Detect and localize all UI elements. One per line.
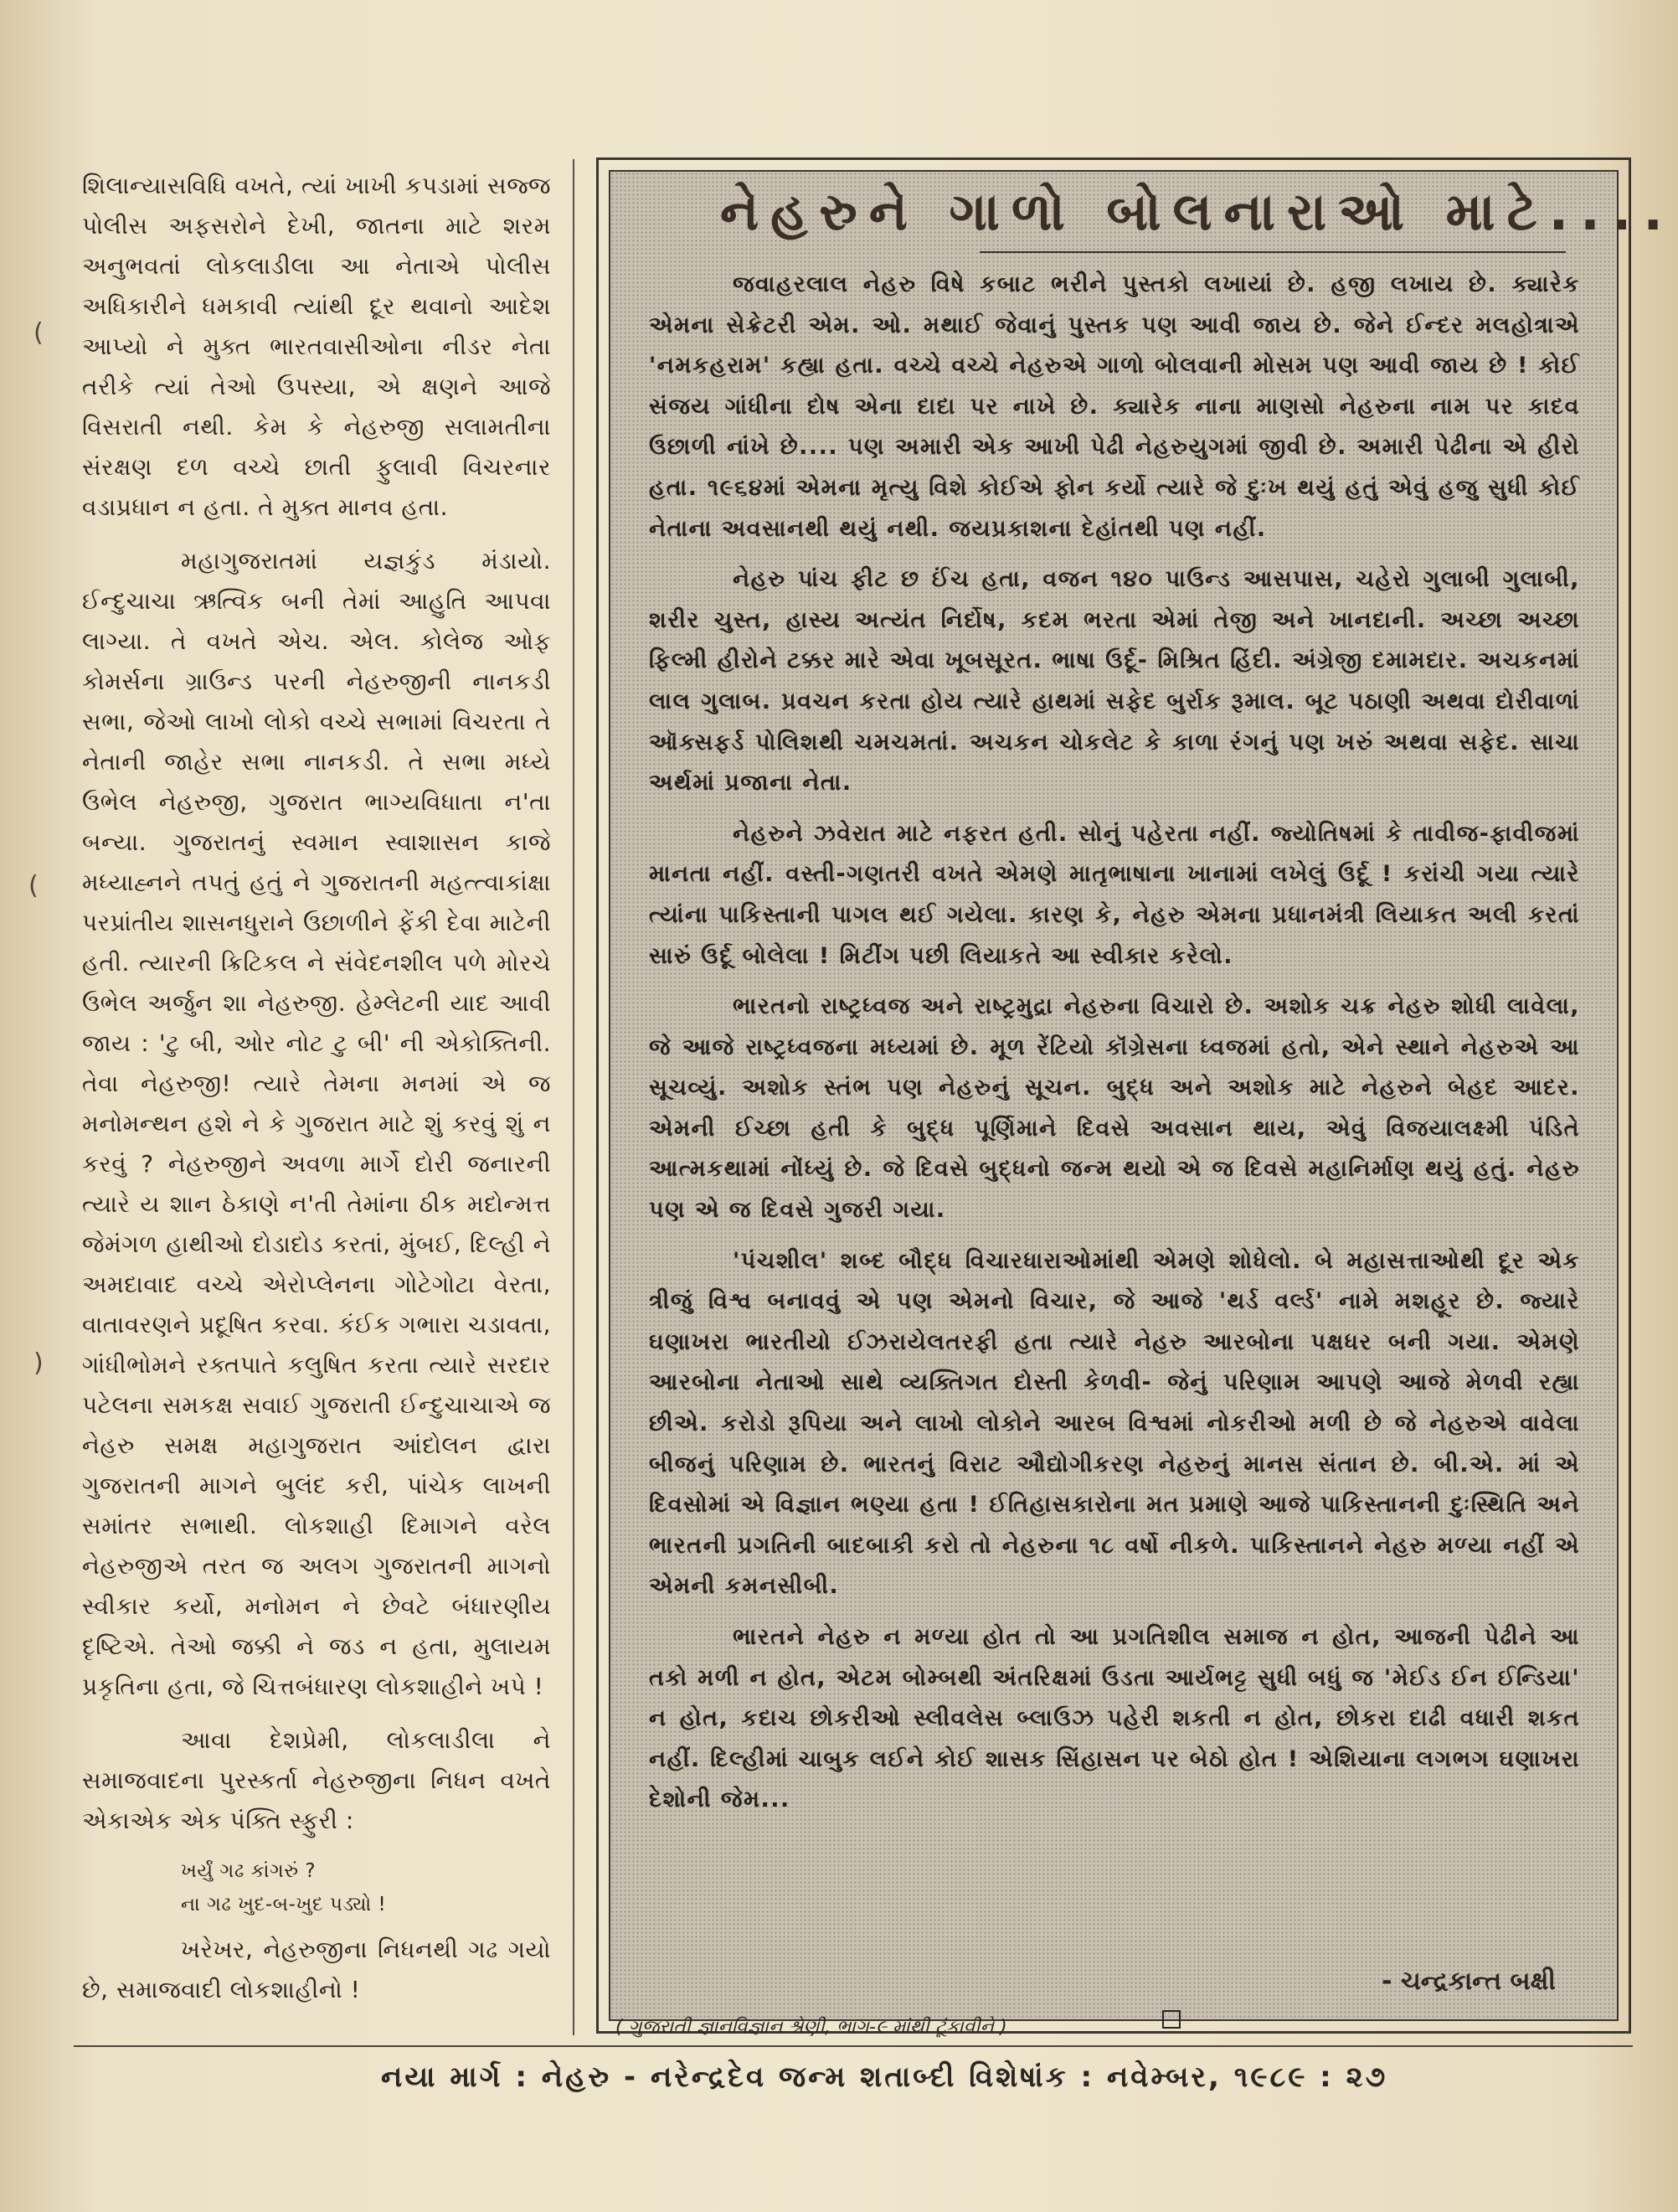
left-paragraph-3: આવા દેશપ્રેમી, લોકલાડીલા ને સમાજવાદના પુરસ્કર્તા નેહરુજીના નિધન વખતે એકાએક એક પંક્તિ સ્ફુરી : bbox=[82, 1726, 551, 1834]
left-closing: ખરેખર, નેહરુજીના નિધનથી ગઢ ગયો છે, સમાજવાદી લોકશાહીનો ! bbox=[82, 1936, 551, 2003]
margin-bracket-mark: ) bbox=[33, 1348, 44, 1378]
poem-line-1: ખર્યું ગઢ કાંગરું ? bbox=[181, 1860, 317, 1882]
margin-bracket-mark: ( bbox=[28, 871, 39, 900]
article-body bbox=[649, 265, 1580, 1831]
left-column bbox=[82, 166, 551, 2024]
article-paragraph-2: નેહરુ પાંચ ફીટ છ ઈંચ હતા, વજન ૧૪૦ પાઉન્ડ આસપાસ, ચહેરો ગુલાબી ગુલાબી, શરીર ચુસ્ત, હાસ્ય અત્યંત નિર્દોષ, કદમ ભરતા એમાં તેજી અને ખાનદાની. અચ્છા અચ્છા ફિલ્મી હીરોને ટક્કર મારે એવા ખૂબસૂરત. ભાષા ઉર્દૂ- મિશ્રિત હિંદી. અંગ્રેજી દમામદાર. અચકનમાં લાલ ગુલાબ. પ્રવચન કરતા હોય ત્યારે હાથમાં સફેદ બુર્રાક રૂમાલ. બૂટ પઠાણી અથવા દોરીવાળાં ઑક્સફર્ડ પોલિશથી ચમચમતાં. અચકન ચોકલેટ કે કાળા રંગનું પણ ખરું અથવા સફેદ. સાચા અર્થમાં પ્રજાના નેતા. bbox=[649, 566, 1580, 797]
article-paragraph-4: ભારતનો રાષ્ટ્રધ્વજ અને રાષ્ટ્રમુદ્રા નેહરુના વિચારો છે. અશોક ચક્ર નેહરુ શોધી લાવેલા, જે આજે રાષ્ટ્રધ્વજના મધ્યમાં છે. મૂળ રેંટિયો કૉંગ્રેસના ધ્વજમાં હતો, એને સ્થાને નેહરુએ આ સૂચવ્યું. અશોક સ્તંભ પણ નેહરુનું સૂચન. બુદ્ધ અને અશોક માટે નેહરુને બેહદ આદર. એમની ઈચ્છા હતી કે બુદ્ધ પૂર્ણિમાને દિવસે અવસાન થાય, એવું વિજયાલક્ષ્મી પંડિતે આત્મકથામાં નોંધ્યું છે. જે દિવસે બુદ્ધનો જન્મ થયો એ જ દિવસે મહાનિર્માણ થયું હતું. નેહરુ પણ એ જ દિવસે ગુજરી ગયા. bbox=[649, 993, 1580, 1224]
page-footer: નયા માર્ગ : નેહરુ - નરેન્દ્રદેવ જન્મ શતાબ્દી વિશેષાંક : નવેમ્બર, ૧૯૮૯ : ૨૭ bbox=[381, 2060, 1388, 2094]
article-paragraph-5: 'પંચશીલ' શબ્દ બૌદ્ધ વિચારધારાઓમાંથી એમણે શોધેલો. બે મહાસત્તાઓથી દૂર એક ત્રીજું વિશ્વ બનાવવું એ પણ એમનો વિચાર, જે આજે 'થર્ડ વર્લ્ડ' નામે મશહૂર છે. જ્યારે ઘણાખરા ભારતીયો ઈઝરાયેલતરફી હતા ત્યારે નેહરુ આરબોના પક્ષધર બની ગયા. એમણે આરબોના નેતાઓ સાથે વ્યક્તિગત દોસ્તી કેળવી- જેનું પરિણામ આપણે આજે મેળવી રહ્યા છીએ. કરોડો રૂપિયા અને લાખો લોકોને આરબ વિશ્વમાં નોકરીઓ મળી છે જે નેહરુએ વાવેલા બીજનું પરિણામ છે. ભારતનું વિરાટ ઔદ્યોગીકરણ નેહરુનું માનસ સંતાન છે. બી.એ. માં એ દિવસોમાં એ વિજ્ઞાન ભણ્યા હતા ! ઈતિહાસકારોના મત પ્રમાણે આજે પાકિસ્તાનની દુઃસ્થિતિ અને ભારતની પ્રગતિની બાદબાકી કરો તો નેહરુના ૧૮ વર્ષો નીકળે. પાકિસ્તાનને નેહરુ મળ્યા નહીં એ એમની કમનસીબી. bbox=[649, 1247, 1580, 1600]
article-paragraph-6: ભારતને નેહરુ ન મળ્યા હોત તો આ પ્રગતિશીલ સમાજ ન હોત, આજની પેઢીને આ તકો મળી ન હોત, એટમ બોમ્બથી અંતરિક્ષમાં ઉડતા આર્યભટ્ટ સુધી બધું જ 'મેઈડ ઈન ઈન્ડિયા' ન હોત, કદાચ છોકરીઓ સ્લીવલેસ બ્લાઉઝ પહેરી શકતી ન હોત, છોકરા દાઢી વધારી શકત નહીં. દિલ્હીમાં ચાબુક લઈને કોઈ શાસક સિંહાસન પર બેઠો હોત ! એશિયાના લગભગ ઘણાખરા દેશોની જેમ... bbox=[649, 1624, 1580, 1813]
source-note: ( ગુજરાતી જ્ઞાનવિજ્ઞાન શ્રેણી, ભાગ-૯ માંથી ટૂંકાવીને ) bbox=[615, 2017, 1007, 2038]
end-square-icon bbox=[1162, 2010, 1181, 2029]
left-paragraph-2: મહાગુજરાતમાં યજ્ઞકુંડ મંડાયો. ઈન્દુચાચા ઋત્વિક બની તેમાં આહુતિ આપવા લાગ્યા. તે વખતે એચ. એલ. કોલેજ ઓફ કોમર્સના ગ્રાઉન્ડ પરની નેહરુજીની નાનકડી સભા, જેઓ લાખો લોકો વચ્ચે સભામાં વિચરતા તે નેતાની જાહેર સભા નાનકડી. તે સભા મધ્યે ઉભેલ નેહરુજી, ગુજરાત ભાગ્યવિધાતા ન'તા બન્યા. ગુજરાતનું સ્વમાન સ્વાશાસન કાજે મધ્યાહ્નને તપતું હતું ને ગુજરાતની મહત્ત્વાકાંક્ષા પરપ્રાંતીય શાસનધુરાને ઉછાળીને ફેંકી દેવા માટેની હતી. ત્યારની ક્રિટિકલ ને સંવેદનશીલ પળે મોરચે ઉભેલ અર્જુન શા નેહરુજી. હેમ્લેટની યાદ આવી જાય : 'ટુ બી, ઓર નોટ ટુ બી' ની એકોક્તિની. તેવા નેહરુજી! ત્યારે તેમના મનમાં એ જ મનોમન્થન હશે ને કે ગુજરાત માટે શું કરવું શું ન કરવું ? નેહરુજીને અવળા માર્ગે દોરી જનારની ત્યારે ય શાન ઠેકાણે ન'તી તેમાંના ઠીક મદોન્મત્ત જેમંગળ હાથીઓ દોડાદોડ કરતાં, મુંબઈ, દિલ્હી ને અમદાવાદ વચ્ચે એરોપ્લેનના ગોટેગોટા વેરતા, વાતાવરણને પ્રદૂષિત કરવા. કંઈક ગભારા ચડાવતા, ગાંધીભોમને રક્તપાતે કલુષિત કરતા ત્યારે સરદાર પટેલના સમકક્ષ સવાઈ ગુજરાતી ઈન્દુચાચાએ જ નેહરુ સમક્ષ મહાગુજરાત આંદોલન દ્વારા ગુજરાતની માગને બુલંદ કરી, પાંચેક લાખની સમાંતર સભાથી. લોકશાહી દિમાગને વરેલ નેહરુજીએ તરત જ અલગ ગુજરાતની માગનો સ્વીકાર કર્યો, મનોમન ને છેવટે બંધારણીય દૃષ્ટિએ. તેઓ જક્કી ને જડ ન હતા, મુલાયમ પ્રકૃતિના હતા, જે ચિત્તબંધારણ લોકશાહીને ખપે ! bbox=[82, 547, 551, 1700]
article-paragraph-1: જવાહરલાલ નેહરુ વિષે કબાટ ભરીને પુસ્તકો લખાયાં છે. હજી લખાય છે. ક્યારેક એમના સેક્રેટરી એમ. ઓ. મથાઈ જેવાનું પુસ્તક પણ આવી જાય છે. જેને ઈન્દર મલહોત્રાએ 'નમકહરામ' કહ્યા હતા. વચ્ચે વચ્ચે નેહરુએ ગાળો બોલવાની મોસમ પણ આવી જાય છે ! કોઈ સંજય ગાંધીના દોષ એના દાદા પર નાખે છે. ક્યારેક નાના માણસો નેહરુના નામ પર કાદવ ઉછાળી નાંખે છે.... પણ અમારી એક આખી પેઢી નેહરુયુગમાં જીવી છે. અમારી પેઢીના એ હીરો હતા. ૧૯૬૪માં એમના મૃત્યુ વિશે કોઈએ ફોન કર્યો ત્યારે જે દુઃખ થયું હતું એવું હજુ સુધી કોઈ નેતાના અવસાનથી થયું નથી. જયપ્રકાશના દેહાંતથી પણ નહીં. bbox=[649, 271, 1580, 542]
poem bbox=[181, 1854, 551, 1921]
article-title: નેહરુને ગાળો બોલનારાઓ માટે.... bbox=[720, 181, 1675, 242]
margin-bracket-mark: ( bbox=[33, 318, 44, 348]
column-divider bbox=[573, 159, 574, 2035]
footer-rule bbox=[74, 2045, 1633, 2047]
left-paragraph-1: શિલાન્યાસવિધિ વખતે, ત્યાં ખાખી કપડામાં સજ્જ પોલીસ અફસરોને દેખી, જાતના માટે શરમ અનુભવતાં લોકલાડીલા આ નેતાએ પોલીસ અધિકારીને ધમકાવી ત્યાંથી દૂર થવાનો આદેશ આપ્યો ને મુક્ત ભારતવાસીઓના નીડર નેતા તરીકે ત્યાં તેઓ ઉપસ્યા, એ ક્ષણને આજે વિસરાતી નથી. કેમ કે નેહરુજી સલામતીના સંરક્ષણ દળ વચ્ચે છાતી ફુલાવી વિચરનાર વડાપ્રધાન ન હતા. તે મુક્ત માનવ હતા. bbox=[82, 172, 551, 521]
article-paragraph-3: નેહરુને ઝવેરાત માટે નફરત હતી. સોનું પહેરતા નહીં. જ્યોતિષમાં કે તાવીજ-ફાવીજમાં માનતા નહીં. વસ્તી-ગણતરી વખતે એમણે માતૃભાષાના ખાનામાં લખેલું ઉર્દૂ ! કરાંચી ગયા ત્યારે ત્યાંના પાકિસ્તાની પાગલ થઈ ગયેલા. કારણ કે, નેહરુ એમના પ્રધાનમંત્રી લિયાકત અલી કરતાં સારું ઉર્દૂ બોલેલા ! મિટીંગ પછી લિયાકતે આ સ્વીકાર કરેલો. bbox=[649, 820, 1580, 969]
author-signature: - ચન્દ્રકાન્ત બક્ષી bbox=[1382, 1967, 1556, 1996]
title-underline bbox=[980, 251, 1566, 253]
poem-line-2: ના ગઢ ખુદ-બ-ખુદ પડ્યો ! bbox=[181, 1894, 387, 1916]
